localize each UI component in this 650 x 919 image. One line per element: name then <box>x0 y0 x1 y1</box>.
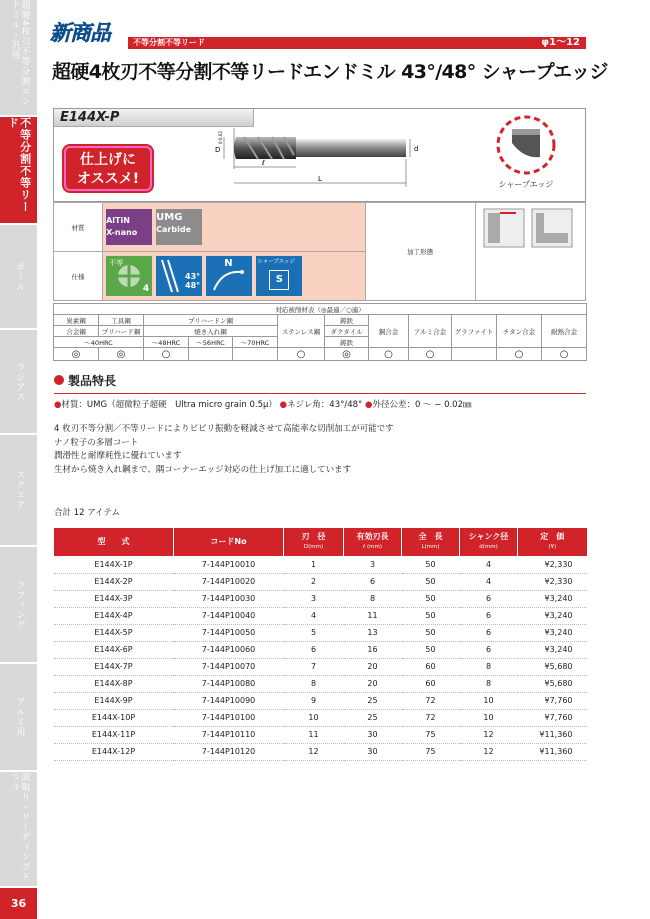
flute-length-cell: 20 <box>344 658 402 675</box>
shank-cell: 12 <box>460 743 518 760</box>
bullet-dot-icon: ● <box>54 400 62 410</box>
hardness-70: ～70HRC <box>233 337 278 348</box>
flute-length-cell: 30 <box>344 726 402 743</box>
sharp-edge-icon <box>494 113 558 177</box>
feature-spec-helix: ネジレ角：43°/48° <box>287 400 363 410</box>
material-table-caption: 対応被削材表（◎最適／○適） <box>54 304 587 315</box>
table-row <box>54 658 587 675</box>
diameter-cell: 6 <box>284 641 344 658</box>
column-header <box>54 528 174 556</box>
sharp-edge-caption: シャープエッジ <box>498 180 554 189</box>
overall-length-cell: 72 <box>402 692 460 709</box>
hardness-56: ～56HRC <box>189 337 233 348</box>
column-header-label: 有効刃長 <box>356 532 389 541</box>
overall-length-cell: 72 <box>402 709 460 726</box>
column-header-label: 型 式 <box>97 537 130 546</box>
feature-line: ナノ粒子の多層コート <box>54 437 139 448</box>
side-tab-general[interactable] <box>0 0 37 117</box>
sharp-spec-title: シャープエッジ <box>257 259 296 265</box>
code-cell: 7-144P10030 <box>174 590 284 607</box>
table-row <box>54 675 587 692</box>
diameter-cell: 4 <box>284 607 344 624</box>
flute-length-cell: 13 <box>344 624 402 641</box>
price-table <box>53 528 587 761</box>
features-heading-text: 製品特長 <box>68 374 117 388</box>
side-tab-label: ラフィング <box>14 579 25 630</box>
overall-length-cell: 75 <box>402 743 460 760</box>
overall-length-cell: 75 <box>402 726 460 743</box>
feature-spec-material: 材質：UMG（超微粒子超硬 Ultra micro grain 0.5μ） <box>61 400 277 410</box>
hardness-40: ～40HRC <box>54 337 144 348</box>
price-cell: ¥5,680 <box>518 658 587 675</box>
material-cast-iron-2: 鋳鉄 <box>325 337 369 348</box>
model-cell: E144X-7P <box>54 658 174 675</box>
substrate-line-1: UMG <box>156 212 183 223</box>
overall-length-cell: 50 <box>402 590 460 607</box>
flute-length-cell: 3 <box>344 556 402 573</box>
table-row <box>54 556 587 573</box>
substrate-line-2: Carbide <box>156 225 191 234</box>
overall-length-dim-label: L <box>318 175 322 183</box>
diameter-cell: 2 <box>284 573 344 590</box>
four-flute-unequal-icon <box>106 256 152 296</box>
table-row <box>54 743 587 760</box>
code-cell: 7-144P10070 <box>174 658 284 675</box>
code-cell: 7-144P10010 <box>174 556 284 573</box>
material-tool-steel: 工具鋼 <box>99 315 144 326</box>
machining-label: 加工形態 <box>365 203 475 301</box>
flute-length-cell: 25 <box>344 709 402 726</box>
column-header <box>284 528 344 556</box>
neji-icon <box>206 256 252 296</box>
material-titanium: チタン合金 <box>497 315 542 348</box>
tolerance-dim-label: 0-0.02 <box>218 131 223 144</box>
flute-length-cell: 30 <box>344 743 402 760</box>
price-cell: ¥2,330 <box>518 573 587 590</box>
diameter-cell: 10 <box>284 709 344 726</box>
side-tab-square[interactable] <box>0 435 37 547</box>
suitability-row <box>54 348 587 361</box>
material-cast-iron: 鋳鉄 <box>325 315 369 326</box>
material-hardened: 焼き入れ鋼 <box>144 326 278 337</box>
table-row <box>54 726 587 743</box>
material-label: 材質 <box>54 203 103 252</box>
suitability-mark: ○ <box>369 348 409 361</box>
model-cell: E144X-9P <box>54 692 174 709</box>
code-cell: 7-144P10050 <box>174 624 284 641</box>
model-cell: E144X-8P <box>54 675 174 692</box>
model-cell: E144X-5P <box>54 624 174 641</box>
column-header-unit: d(mm) <box>479 544 498 550</box>
material-prehard-steel: プリハード鋼 <box>99 326 144 337</box>
side-tab-label: 面取り・リーディングドリル <box>9 772 30 882</box>
helix-angle-icon <box>156 256 202 296</box>
category-label: 不等分割不等リード <box>133 38 205 47</box>
flute-length-cell: 8 <box>344 590 402 607</box>
feature-specs <box>54 398 472 410</box>
column-header-unit: L(mm) <box>421 544 440 550</box>
overall-length-cell: 60 <box>402 675 460 692</box>
spec-table <box>53 202 586 301</box>
price-cell: ¥11,360 <box>518 726 587 743</box>
table-row <box>54 624 587 641</box>
helix-angle-values <box>185 272 200 290</box>
diameter-cell: 9 <box>284 692 344 709</box>
suitability-mark: ◎ <box>325 348 369 361</box>
flute-length-cell: 11 <box>344 607 402 624</box>
coating-line-1: AlTiN <box>106 216 130 225</box>
diameter-cell: 11 <box>284 726 344 743</box>
neji-arrow-icon <box>206 256 252 296</box>
material-aluminum: アルミ合金 <box>409 315 452 348</box>
bullet-dot-icon <box>54 375 64 385</box>
code-cell: 7-144P10040 <box>174 607 284 624</box>
code-cell: 7-144P10060 <box>174 641 284 658</box>
price-cell: ¥3,240 <box>518 590 587 607</box>
side-tab-label: ラジアス <box>14 361 25 402</box>
shank-cell: 6 <box>460 590 518 607</box>
overall-length-cell: 50 <box>402 573 460 590</box>
column-header <box>460 528 518 556</box>
shank-cell: 4 <box>460 556 518 573</box>
table-row <box>54 709 587 726</box>
table-row <box>54 590 587 607</box>
model-cell: E144X-11P <box>54 726 174 743</box>
column-header-label: シャンク径 <box>468 532 509 541</box>
diameter-cell: 1 <box>284 556 344 573</box>
bullet-dot-icon: ● <box>365 400 373 410</box>
side-tab-aluminum[interactable] <box>0 664 37 772</box>
side-tab-label: ボール <box>14 261 25 292</box>
material-alloy-steel: 合金鋼 <box>54 326 99 337</box>
price-cell: ¥7,760 <box>518 692 587 709</box>
material-copper: 銅合金 <box>369 315 409 348</box>
diameter-cell: 7 <box>284 658 344 675</box>
total-items: 合計 12 アイテム <box>54 508 121 518</box>
price-cell: ¥3,240 <box>518 607 587 624</box>
flute-length-cell: 20 <box>344 675 402 692</box>
code-cell: 7-144P10080 <box>174 675 284 692</box>
side-tab-chamfer-drill[interactable] <box>0 772 37 888</box>
overall-length-cell: 50 <box>402 607 460 624</box>
diameter-cell: 8 <box>284 675 344 692</box>
page-number: 36 <box>0 888 37 919</box>
diameter-range: φ1～12 <box>541 37 580 48</box>
diameter-cell: 12 <box>284 743 344 760</box>
table-row <box>54 641 587 658</box>
shank-cell: 10 <box>460 709 518 726</box>
flute-length-cell: 25 <box>344 692 402 709</box>
suitability-mark: ◎ <box>54 348 99 361</box>
hardness-48: ～48HRC <box>144 337 189 348</box>
price-cell: ¥3,240 <box>518 641 587 658</box>
overall-length-cell: 60 <box>402 658 460 675</box>
model-cell: E144X-12P <box>54 743 174 760</box>
material-icons <box>103 203 365 252</box>
product-code: E144X-P <box>54 109 254 127</box>
product-box <box>53 108 586 202</box>
model-cell: E144X-2P <box>54 573 174 590</box>
code-cell: 7-144P10120 <box>174 743 284 760</box>
suitability-mark <box>189 348 233 361</box>
side-tab-radius[interactable] <box>0 330 37 435</box>
suitability-mark: ○ <box>409 348 452 361</box>
material-ductile: ダクタイル <box>325 326 369 337</box>
features-heading <box>54 372 116 389</box>
price-cell: ¥11,360 <box>518 743 587 760</box>
shank-cell: 12 <box>460 726 518 743</box>
recommend-line-2: オススメ! <box>76 171 140 187</box>
flute-count: 4 <box>142 284 150 294</box>
model-cell: E144X-6P <box>54 641 174 658</box>
new-product-badge: 新商品 <box>50 21 110 45</box>
side-tab-label: スクエア <box>14 470 25 510</box>
shank-cell: 8 <box>460 675 518 692</box>
price-cell: ¥2,330 <box>518 556 587 573</box>
price-table-header <box>54 528 587 556</box>
suitability-mark: ○ <box>144 348 189 361</box>
diameter-dim-label: D <box>215 146 221 154</box>
page-title: 超硬4枚刃不等分割不等リードエンドミル 43°/48° シャープエッジ <box>52 61 608 83</box>
side-tab-unequal-lead[interactable] <box>0 117 37 225</box>
overall-length-cell: 50 <box>402 624 460 641</box>
column-header-label: コードNo <box>210 537 247 546</box>
machining-icons <box>475 203 585 301</box>
side-tab-label: アルミ用 <box>14 697 25 737</box>
column-header-label: 全 長 <box>418 532 443 541</box>
feature-spec-tolerance: 外径公差：0 ～ − 0.02㎜ <box>372 400 472 410</box>
column-header-unit: ℓ (mm) <box>362 544 383 550</box>
suitability-mark: ◎ <box>99 348 144 361</box>
material-stainless: ステンレス鋼 <box>278 315 325 348</box>
work-material-table <box>53 303 587 361</box>
table-row <box>54 607 587 624</box>
feature-description <box>54 423 394 477</box>
table-row <box>54 692 587 709</box>
suitability-mark <box>233 348 278 361</box>
side-tab-ball[interactable] <box>0 225 37 330</box>
recommend-line-1: 仕上げに <box>80 152 136 168</box>
column-header-label: 定 価 <box>540 532 565 541</box>
bullet-dot-icon: ● <box>279 400 288 410</box>
material-heat-resistant: 耐熱合金 <box>542 315 587 348</box>
side-index <box>0 0 37 919</box>
flute-unequal-text: 不等 <box>109 259 124 267</box>
overall-length-cell: 50 <box>402 641 460 658</box>
coating-badge <box>106 209 152 245</box>
model-cell: E144X-10P <box>54 709 174 726</box>
column-header-unit: (¥) <box>548 544 557 550</box>
column-header-label: 刃 径 <box>301 532 326 541</box>
shank-cell: 10 <box>460 692 518 709</box>
end-mill-dimension-diagram <box>214 125 444 197</box>
suitability-mark <box>452 348 497 361</box>
column-header-unit: D(mm) <box>303 544 324 550</box>
code-cell: 7-144P10100 <box>174 709 284 726</box>
neji-letter: N <box>224 258 233 269</box>
substrate-badge <box>156 209 202 245</box>
price-cell: ¥3,240 <box>518 624 587 641</box>
coating-line-2: X-nano <box>106 228 138 237</box>
shoulder-milling-icon <box>480 207 580 251</box>
feature-line: 生材から焼き入れ鋼まで、隅コーナーエッジ対応の仕上げ加工に適しています <box>54 464 352 475</box>
sharp-spec-letter: S <box>269 270 289 290</box>
flute-cross-section-icon <box>106 256 152 296</box>
shank-cell: 8 <box>460 658 518 675</box>
price-cell: ¥5,680 <box>518 675 587 692</box>
shank-cell: 6 <box>460 624 518 641</box>
code-cell: 7-144P10090 <box>174 692 284 709</box>
column-header <box>402 528 460 556</box>
diameter-cell: 5 <box>284 624 344 641</box>
sharp-edge-spec-icon <box>256 256 302 296</box>
side-tab-label: 不等分割不等リード <box>6 117 32 213</box>
table-row <box>54 573 587 590</box>
suitability-mark: ○ <box>278 348 325 361</box>
column-header <box>174 528 284 556</box>
feature-line: 潤滑性と耐摩耗性に優れています <box>54 451 182 461</box>
feature-line: 4 枚刃不等分割／不等リードによりビビリ振動を軽減させて高能率な切削加工が可能です <box>54 424 394 434</box>
shank-dim-label: d <box>414 145 419 153</box>
side-tab-label: 超硬4枚刃不等分割エンドミル・汎用 <box>9 0 30 107</box>
model-cell: E144X-1P <box>54 556 174 573</box>
material-carbon-steel: 炭素鋼 <box>54 315 99 326</box>
side-tab-roughing[interactable] <box>0 547 37 664</box>
diameter-cell: 3 <box>284 590 344 607</box>
column-header <box>518 528 587 556</box>
model-cell: E144X-3P <box>54 590 174 607</box>
shank-cell: 6 <box>460 607 518 624</box>
features-divider <box>54 393 586 394</box>
helix-angle-1: 43° <box>185 272 201 281</box>
overall-length-cell: 50 <box>402 556 460 573</box>
material-graphite: グラファイト <box>452 315 497 348</box>
recommend-badge <box>64 146 152 191</box>
suitability-mark: ○ <box>497 348 542 361</box>
shank-cell: 6 <box>460 641 518 658</box>
helix-angle-2: 48° <box>185 281 201 290</box>
flute-length-cell: 16 <box>344 641 402 658</box>
code-cell: 7-144P10110 <box>174 726 284 743</box>
code-cell: 7-144P10020 <box>174 573 284 590</box>
suitability-mark: ○ <box>542 348 587 361</box>
price-cell: ¥7,760 <box>518 709 587 726</box>
model-cell: E144X-4P <box>54 607 174 624</box>
material-prehardened: プリハードン鋼 <box>144 315 278 326</box>
category-bar <box>128 37 586 49</box>
shank-cell: 4 <box>460 573 518 590</box>
spec-icons <box>103 252 365 301</box>
flute-length-cell: 6 <box>344 573 402 590</box>
flute-length-dim-label: ℓ <box>262 159 265 167</box>
column-header <box>344 528 402 556</box>
spec-label: 仕様 <box>54 252 103 301</box>
